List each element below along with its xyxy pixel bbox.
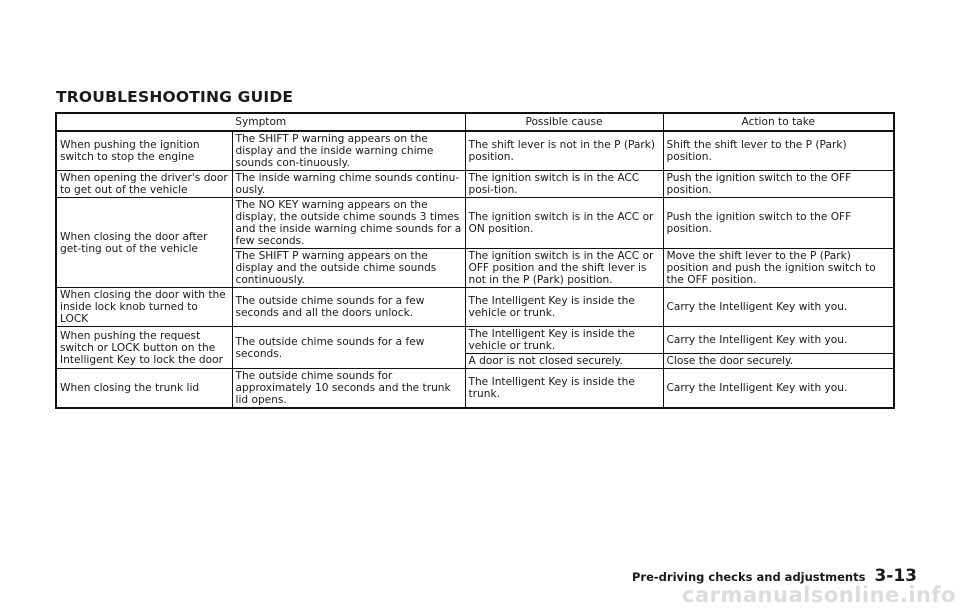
condition-cell: When pushing the ignition switch to stop the engine xyxy=(56,131,232,171)
action-cell: Carry the Intelligent Key with you. xyxy=(663,369,894,409)
cause-cell: The Intelligent Key is inside the vehicle or trunk. xyxy=(465,327,663,354)
table-row xyxy=(56,369,894,409)
action-cell: Carry the Intelligent Key with you. xyxy=(663,327,894,354)
symptom-cell: The outside chime sounds for a few seconds. xyxy=(232,327,465,369)
cause-cell: The ignition switch is in the ACC posi-tion. xyxy=(465,171,663,198)
header-symptom: Symptom xyxy=(56,113,465,131)
header-cause: Possible cause xyxy=(465,113,663,131)
table-row xyxy=(56,131,894,171)
condition-cell: When closing the trunk lid xyxy=(56,369,232,409)
condition-cell: When opening the driver's door to get out of the vehicle xyxy=(56,171,232,198)
action-cell: Push the ignition switch to the OFF position. xyxy=(663,171,894,198)
action-cell: Shift the shift lever to the P (Park) position. xyxy=(663,131,894,171)
table-row xyxy=(56,171,894,198)
condition-cell: When closing the door after get-ting out of the vehicle xyxy=(56,198,232,288)
troubleshooting-table xyxy=(55,112,895,409)
page-number: 3-13 xyxy=(874,566,918,586)
page-title: TROUBLESHOOTING GUIDE xyxy=(56,88,294,106)
table-row xyxy=(56,327,894,354)
cause-cell: The ignition switch is in the ACC or OFF position and the shift lever is not in the P (Park) position. xyxy=(465,249,663,288)
cause-cell: The shift lever is not in the P (Park) position. xyxy=(465,131,663,171)
symptom-cell: The inside warning chime sounds continu-ously. xyxy=(232,171,465,198)
action-cell: Move the shift lever to the P (Park) position and push the ignition switch to the OFF position. xyxy=(663,249,894,288)
action-cell: Push the ignition switch to the OFF position. xyxy=(663,198,894,249)
cause-cell: The ignition switch is in the ACC or ON position. xyxy=(465,198,663,249)
symptom-cell: The outside chime sounds for a few seconds and all the doors unlock. xyxy=(232,288,465,327)
header-action: Action to take xyxy=(663,113,894,131)
action-cell: Close the door securely. xyxy=(663,354,894,369)
symptom-cell: The NO KEY warning appears on the display, the outside chime sounds 3 times and the inside warning chime sounds for a few seconds. xyxy=(232,198,465,249)
cause-cell: The Intelligent Key is inside the trunk. xyxy=(465,369,663,409)
cause-cell: A door is not closed securely. xyxy=(465,354,663,369)
symptom-cell: The outside chime sounds for approximately 10 seconds and the trunk lid opens. xyxy=(232,369,465,409)
cause-cell: The Intelligent Key is inside the vehicle or trunk. xyxy=(465,288,663,327)
table-row xyxy=(56,198,894,249)
condition-cell: When pushing the request switch or LOCK button on the Intelligent Key to lock the door xyxy=(56,327,232,369)
symptom-cell: The SHIFT P warning appears on the display and the outside chime sounds continuously. xyxy=(232,249,465,288)
watermark: carmanualsonline.info xyxy=(682,583,956,607)
table-header-row xyxy=(56,113,894,131)
condition-cell: When closing the door with the inside lock knob turned to LOCK xyxy=(56,288,232,327)
footer-section-title: Pre-driving checks and adjustments xyxy=(632,570,866,584)
symptom-cell: The SHIFT P warning appears on the display and the inside warning chime sounds con-tinuously. xyxy=(232,131,465,171)
action-cell: Carry the Intelligent Key with you. xyxy=(663,288,894,327)
table-row xyxy=(56,288,894,327)
